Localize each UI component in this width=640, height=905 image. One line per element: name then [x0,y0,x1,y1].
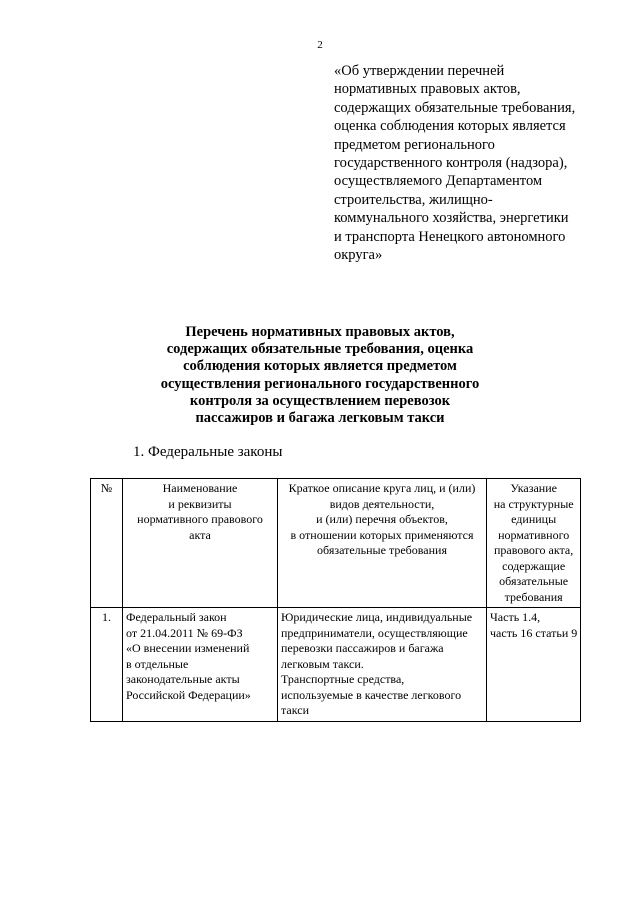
document-reference-line: и транспорта Ненецкого автономного [334,228,566,245]
document-reference-line: предметом регионального [334,136,495,153]
header-reference [487,479,581,608]
table-header-row [91,479,581,608]
header-line: № [100,481,113,495]
cell-line: Юридические лица, индивидуальные [281,610,473,624]
list-title-line: пассажиров и багажа легковым такси [195,410,445,427]
document-reference-line: государственного контроля (надзора), [334,155,568,172]
cell-line: «О внесении изменений [126,641,250,655]
header-line: нормативного [498,527,570,542]
table-row [91,608,581,722]
cell-line: законодательные акты [126,672,240,686]
header-line: видов деятельности, [329,496,435,511]
header-line: Краткое описание круга лиц, и (или) [288,481,476,495]
page-number: 2 [317,39,323,51]
acts-table [90,478,581,722]
row-description [278,608,487,722]
header-line: в отношении которых применяются [290,527,474,542]
cell-line: Федеральный закон [126,610,227,624]
document-reference-line: округа» [334,247,383,264]
cell-line: в отдельные [126,656,189,671]
header-line: обязательные [499,574,569,588]
cell-line: такси [281,703,309,717]
header-line: Наименование [162,481,238,495]
list-title-line: контроля за осуществлением перевозок [189,392,451,409]
header-line: на структурные [493,496,574,511]
row-number [91,608,123,722]
header-line: обязательные требования [317,543,447,557]
cell-line: Российской Федерации» [126,687,251,702]
cell-line: Транспортные средства, [281,672,405,686]
cell-line: используемые в качестве легкового [281,687,462,702]
cell-line: от 21.04.2011 № 69-ФЗ [126,625,243,640]
document-reference-line: нормативных правовых актов, [334,81,521,98]
list-title-line: осуществления регионального государственного [160,375,480,392]
cell-line: 1. [102,610,111,624]
header-line: правового акта, [494,543,574,557]
header-name [123,479,278,608]
section-heading: 1. Федеральные законы [133,444,283,460]
row-reference [487,608,581,722]
document-reference-line: «Об утверждении перечней [334,63,505,79]
header-line: и (или) перечня объектов, [316,512,448,526]
header-line: нормативного правового [137,512,263,526]
header-description [278,479,487,608]
document-reference-line: строительства, жилищно- [334,191,493,208]
document-reference [334,62,604,264]
header-number [91,479,123,608]
row-name [123,608,278,722]
document-reference-line: коммунального хозяйства, энергетики [334,210,569,227]
header-line: содержащие [502,558,566,573]
document-reference-line: осуществляемого Департаментом [334,173,543,190]
list-title-line: содержащих обязательные требования, оценка [166,341,474,358]
header-line: акта [189,527,211,542]
cell-line: легковым такси. [281,656,364,671]
cell-line: перевозки пассажиров и багажа [281,641,444,655]
header-line: единицы [511,512,557,526]
list-title-line: соблюдения которых является предметом [183,358,457,375]
header-line: требования [504,589,563,604]
document-reference-line: содержащих обязательные требования, [334,99,576,116]
document-reference-line: оценка соблюдения которых является [334,118,566,135]
cell-line: Часть 1.4, [490,610,541,624]
cell-line: часть 16 статьи 9 [490,625,578,640]
header-line: и реквизиты [168,496,232,511]
list-title-line: Перечень нормативных правовых актов, [185,324,455,340]
header-line: Указание [510,481,557,495]
cell-line: предприниматели, осуществляющие [281,625,468,640]
list-title [120,324,520,427]
